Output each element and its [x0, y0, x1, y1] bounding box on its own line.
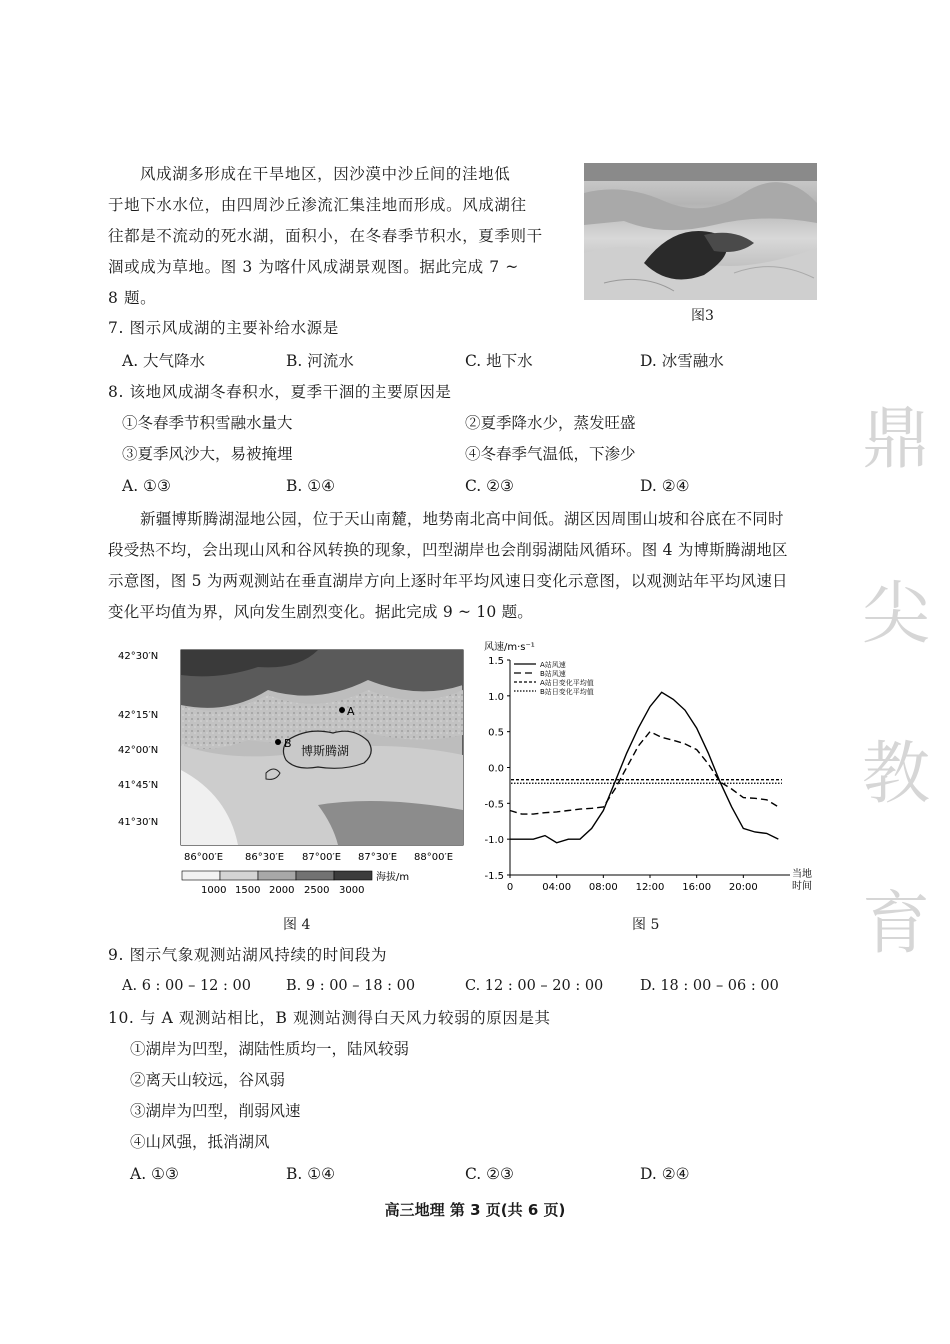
legend-label-1: A站风速	[540, 661, 566, 669]
q8-option-b[interactable]: B. ①④	[286, 477, 336, 495]
q8-item-2: ②夏季降水少，蒸发旺盛	[465, 414, 636, 432]
q10-option-c[interactable]: C. ②③	[465, 1165, 514, 1183]
station-a-marker	[339, 707, 345, 713]
q8-item-1: ①冬春季节积雪融水量大	[122, 414, 293, 432]
series-line-1	[510, 692, 778, 843]
q8-option-c[interactable]: C. ②③	[465, 477, 514, 495]
q8-item-4: ④冬春季气温低，下渗少	[465, 445, 636, 463]
figure-3-photo	[584, 163, 817, 300]
watermark-char-4: 育	[862, 885, 931, 964]
station-b-label: B	[284, 737, 292, 750]
q10-item-1: ①湖岸为凹型，湖陆性质均一，陆风较弱	[130, 1040, 410, 1058]
map-legend	[182, 870, 409, 896]
figure-5-caption: 图 5	[632, 917, 660, 933]
lon-label-2: 86°30′E	[245, 852, 285, 863]
q10-stem: 10. 与 A 观测站相比，B 观测站测得白天风力较弱的原因是其	[108, 1009, 551, 1027]
figure-3-caption: 图3	[691, 308, 714, 324]
q9-option-d[interactable]: D. 18 : 00 – 06 : 00	[640, 978, 779, 994]
watermark-char-1: 鼎	[862, 400, 931, 479]
legend-value-1: 1000	[201, 885, 227, 896]
x-axis-label-part-2: 时间	[792, 881, 812, 892]
intro2-line-1: 新疆博斯腾湖湿地公园，位于天山南麓，地势南北高中间低。湖区因周围山坡和谷底在不同时	[140, 510, 784, 528]
figure-5-chart	[472, 635, 827, 900]
q7-option-d[interactable]: D. 冰雪融水	[640, 352, 724, 370]
lon-label-4: 87°30′E	[358, 852, 398, 863]
x-tick-label: 08:00	[588, 882, 618, 893]
watermark-char-2: 尖	[862, 575, 931, 654]
y-tick-label: 0.5	[488, 727, 504, 739]
q9-option-a[interactable]: A. 6 : 00 – 12 : 00	[122, 978, 251, 994]
lat-label-5: 41°30′N	[118, 817, 159, 828]
intro1-line-4: 涸或成为草地。图 3 为喀什风成湖景观图。据此完成 7 ~	[108, 258, 519, 276]
x-axis-label-part-1: 当地	[792, 869, 812, 880]
legend-label-2: B站风速	[540, 670, 566, 678]
legend-value-2: 1500	[235, 885, 261, 896]
x-tick-label: 0	[506, 882, 514, 893]
intro1-line-3: 往都是不流动的死水湖，面积小，在冬春季节积水，夏季则干	[108, 227, 543, 245]
lon-label-1: 86°00′E	[184, 852, 224, 863]
legend-unit: 海拔/m	[376, 872, 410, 883]
q8-stem: 8. 该地风成湖冬春积水，夏季干涸的主要原因是	[108, 383, 452, 401]
x-tick-label: 12:00	[635, 882, 665, 893]
y-tick-label: -1.0	[484, 835, 504, 847]
q7-option-b[interactable]: B. 河流水	[286, 352, 354, 370]
x-tick-label: 16:00	[682, 882, 712, 893]
y-tick-label: 1.0	[488, 691, 504, 703]
x-tick-label: 20:00	[728, 882, 758, 893]
lat-label-4: 41°45′N	[118, 780, 159, 791]
lake-name: 博斯腾湖	[301, 744, 350, 758]
legend-label-4: B站日变化平均值	[540, 688, 594, 696]
q8-option-a[interactable]: A. ①③	[122, 477, 171, 495]
q8-option-d[interactable]: D. ②④	[640, 477, 690, 495]
watermark-char-3: 教	[862, 735, 931, 814]
q8-item-3: ③夏季风沙大，易被掩埋	[122, 445, 293, 463]
q10-item-3: ③湖岸为凹型，削弱风速	[130, 1102, 301, 1120]
y-axis-label: 风速/m·s⁻¹	[484, 642, 535, 653]
station-b-marker	[275, 739, 281, 745]
y-tick-label: -1.5	[484, 871, 504, 882]
q10-option-a[interactable]: A. ①③	[130, 1165, 179, 1183]
y-tick-label: -0.5	[484, 799, 504, 811]
intro2-line-3: 示意图，图 5 为两观测站在垂直湖岸方向上逐时年平均风速日变化示意图，以观测站年平均风速日	[108, 572, 788, 590]
page-footer: 高三地理 第 3 页(共 6 页)	[384, 1201, 566, 1219]
q10-option-d[interactable]: D. ②④	[640, 1165, 690, 1183]
q9-stem: 9. 图示气象观测站湖风持续的时间段为	[108, 946, 388, 964]
intro2-line-4: 变化平均值为界，风向发生剧烈变化。据此完成 9 ~ 10 题。	[108, 603, 533, 621]
lat-label-1: 42°30′N	[118, 651, 159, 662]
q7-option-a[interactable]: A. 大气降水	[122, 352, 206, 370]
q7-option-c[interactable]: C. 地下水	[465, 352, 533, 370]
lon-label-3: 87°00′E	[302, 852, 342, 863]
lon-label-5: 88°00′E	[414, 852, 454, 863]
q10-item-4: ④山风强，抵消湖风	[130, 1133, 270, 1151]
series-line-2	[510, 732, 778, 814]
station-a-label: A	[347, 705, 355, 718]
intro1-line-5: 8 题。	[108, 289, 157, 307]
lat-label-2: 42°15′N	[118, 710, 159, 721]
q10-option-b[interactable]: B. ①④	[286, 1165, 336, 1183]
legend-label-3: A站日变化平均值	[540, 679, 594, 687]
legend-value-5: 3000	[339, 885, 365, 896]
intro1-line-2: 于地下水水位，由四周沙丘渗流汇集洼地而形成。风成湖往	[108, 196, 527, 214]
y-tick-label: 0.0	[488, 763, 504, 775]
intro1-line-1: 风成湖多形成在干旱地区，因沙漠中沙丘间的洼地低	[140, 165, 511, 183]
legend-value-3: 2000	[269, 885, 295, 896]
figure-4-map	[118, 645, 468, 900]
q7-stem: 7. 图示风成湖的主要补给水源是	[108, 319, 339, 337]
intro2-line-2: 段受热不均，会出现山风和谷风转换的现象，凹型湖岸也会削弱湖陆风循环。图 4 为博斯腾湖地区	[108, 541, 788, 559]
x-tick-label: 04:00	[542, 882, 572, 893]
q9-option-b[interactable]: B. 9 : 00 – 18 : 00	[286, 978, 416, 994]
y-tick-label: 1.5	[488, 656, 504, 667]
legend-value-4: 2500	[304, 885, 330, 896]
lat-label-3: 42°00′N	[118, 745, 159, 756]
q9-option-c[interactable]: C. 12 : 00 – 20 : 00	[465, 978, 604, 994]
figure-4-caption: 图 4	[283, 917, 311, 933]
q10-item-2: ②离天山较远，谷风弱	[130, 1071, 286, 1089]
